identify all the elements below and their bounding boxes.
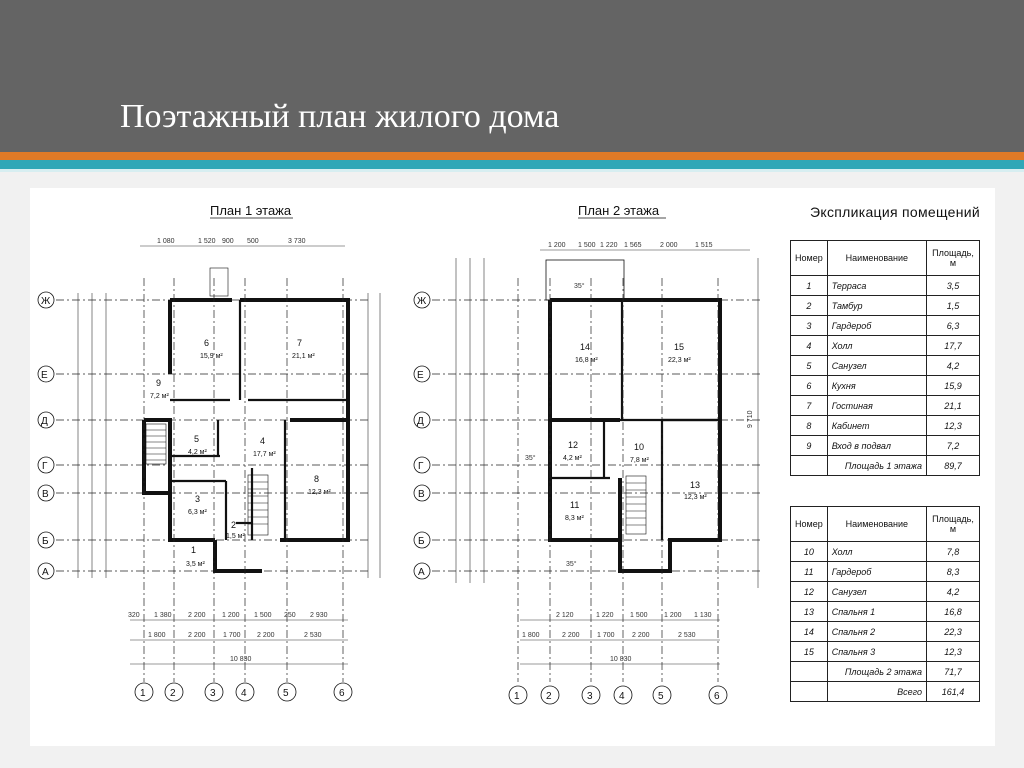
plan1-title: План 1 этажа — [210, 203, 292, 218]
dim-label: 900 — [222, 238, 234, 245]
row-number: 5 — [791, 356, 828, 376]
header-number: Номер — [791, 241, 828, 276]
dim-label: 1 200 — [222, 612, 240, 619]
room-area: 16,8 м² — [575, 357, 598, 364]
room-area: 22,3 м² — [668, 357, 691, 364]
row-name: Терраса — [827, 276, 926, 296]
plan1-col-axes — [135, 683, 352, 701]
table-row — [791, 602, 980, 622]
axis-label: В — [42, 489, 49, 500]
room-area: 8,3 м² — [565, 515, 584, 522]
axis-label: 4 — [241, 688, 247, 699]
row-area: 21,1 — [927, 396, 980, 416]
row-area: 12,3 — [927, 416, 980, 436]
room-number: 5 — [194, 434, 200, 444]
total-row — [791, 456, 980, 476]
dim-label: 250 — [284, 612, 296, 619]
header-name: Наименование — [827, 507, 926, 542]
row-area: 4,2 — [927, 582, 980, 602]
plan2-col-axes — [509, 686, 727, 704]
floor2-total-label: Площадь 2 этажа — [827, 662, 926, 682]
dim-label: 1 080 — [157, 238, 175, 245]
row-area: 1,5 — [927, 296, 980, 316]
slope-label: 35° — [525, 455, 536, 462]
room-number: 14 — [580, 342, 591, 352]
dim-label: 1 700 — [597, 632, 615, 639]
axis-label: Г — [418, 461, 424, 472]
room-number: 8 — [314, 474, 320, 484]
row-number: 3 — [791, 316, 828, 336]
row-area: 7,2 — [927, 436, 980, 456]
orange-stripe — [0, 152, 1024, 160]
dim-label: 1 500 — [578, 242, 596, 249]
room-area: 12,3 м² — [684, 494, 707, 501]
row-area: 4,2 — [927, 356, 980, 376]
floor1-total: 89,7 — [927, 456, 980, 476]
room-area: 4,2 м² — [563, 455, 582, 462]
room-number: 2 — [231, 520, 237, 530]
room-number: 3 — [195, 494, 201, 504]
dim-label: 1 700 — [223, 632, 241, 639]
dim-label: 320 — [128, 612, 140, 619]
axis-label: Б — [42, 536, 49, 547]
row-number: 6 — [791, 376, 828, 396]
table-row — [791, 436, 980, 456]
plan2-rooms — [563, 342, 707, 522]
floor-plan-drawing — [30, 188, 995, 746]
dim-label: 2 200 — [632, 632, 650, 639]
side-dim-label: 9 710 — [747, 410, 754, 428]
row-number: 14 — [791, 622, 828, 642]
row-number: 4 — [791, 336, 828, 356]
row-area: 16,8 — [927, 602, 980, 622]
row-name: Кабинет — [827, 416, 926, 436]
slide-title: Поэтажный план жилого дома — [120, 98, 560, 135]
slope-label: 35° — [566, 561, 577, 568]
row-number: 7 — [791, 396, 828, 416]
row-area: 6,3 — [927, 316, 980, 336]
row-name: Спальня 2 — [827, 622, 926, 642]
row-area: 8,3 — [927, 562, 980, 582]
table-row — [791, 582, 980, 602]
dim-label: 1 200 — [664, 612, 682, 619]
dim-label: 1 500 — [630, 612, 648, 619]
dim-label: 2 000 — [660, 242, 678, 249]
dim-label: 2 530 — [304, 632, 322, 639]
axis-label: Е — [41, 370, 48, 381]
plan2-bottom-dims — [522, 612, 712, 663]
axis-label: Б — [418, 536, 425, 547]
row-name: Кухня — [827, 376, 926, 396]
floor2-table — [790, 506, 980, 702]
row-name: Санузел — [827, 582, 926, 602]
dim-label: 1 130 — [694, 612, 712, 619]
slope-label: 35° — [574, 283, 585, 290]
row-number: 10 — [791, 542, 828, 562]
dim-label: 1 520 — [198, 238, 216, 245]
axis-label: В — [418, 489, 425, 500]
row-name: Холл — [827, 336, 926, 356]
axis-label: 2 — [546, 691, 552, 702]
dim-label: 1 380 — [154, 612, 172, 619]
room-number: 7 — [297, 338, 303, 348]
axis-label: Ж — [41, 296, 51, 307]
room-number: 4 — [260, 436, 266, 446]
axis-label: 5 — [283, 688, 289, 699]
dim-label: 1 800 — [148, 632, 166, 639]
room-number: 12 — [568, 440, 579, 450]
grand-total: 161,4 — [927, 682, 980, 702]
room-area: 12,3 м² — [308, 489, 331, 496]
axis-label: 3 — [210, 688, 216, 699]
header-area: Площадь, м — [927, 241, 980, 276]
row-number: 8 — [791, 416, 828, 436]
row-number: 9 — [791, 436, 828, 456]
dim-label: 1 565 — [624, 242, 642, 249]
header-name: Наименование — [827, 241, 926, 276]
dim-label: 2 200 — [562, 632, 580, 639]
room-number: 11 — [570, 500, 580, 510]
grand-total-label: Всего — [827, 682, 926, 702]
row-area: 15,9 — [927, 376, 980, 396]
row-area: 7,8 — [927, 542, 980, 562]
dim-label: 2 200 — [188, 632, 206, 639]
plan1-row-axes — [38, 292, 54, 579]
table-row — [791, 356, 980, 376]
room-area: 7,8 м² — [630, 457, 649, 464]
room-area: 1,5 м² — [226, 533, 245, 540]
dim-label: 3 730 — [288, 238, 306, 245]
room-number: 10 — [634, 442, 645, 452]
total-dim-label: 10 830 — [230, 656, 252, 663]
row-number: 11 — [791, 562, 828, 582]
room-area: 7,2 м² — [150, 393, 169, 400]
table-row — [791, 542, 980, 562]
plan2-row-axes — [414, 292, 430, 579]
dim-label: 1 515 — [695, 242, 713, 249]
row-area: 3,5 — [927, 276, 980, 296]
row-area: 12,3 — [927, 642, 980, 662]
room-area: 17,7 м² — [253, 451, 276, 458]
room-area: 4,2 м² — [188, 449, 207, 456]
dim-label: 500 — [247, 238, 259, 245]
dim-label: 1 500 — [254, 612, 272, 619]
table-row — [791, 296, 980, 316]
table-row — [791, 316, 980, 336]
axis-label: Ж — [417, 296, 427, 307]
room-number: 9 — [156, 378, 162, 388]
axis-label: 3 — [587, 691, 593, 702]
axis-label: 5 — [658, 691, 664, 702]
axis-label: Д — [41, 416, 48, 427]
plan1-top-dims — [157, 238, 306, 245]
row-name: Тамбур — [827, 296, 926, 316]
dim-label: 1 800 — [522, 632, 540, 639]
axis-label: 6 — [714, 691, 720, 702]
axis-label: А — [42, 567, 49, 578]
row-number: 1 — [791, 276, 828, 296]
row-name: Санузел — [827, 356, 926, 376]
floor1-total-label: Площадь 1 этажа — [827, 456, 926, 476]
table-row — [791, 396, 980, 416]
row-number: 2 — [791, 296, 828, 316]
room-area: 15,9 м² — [200, 353, 223, 360]
table-row — [791, 276, 980, 296]
light-stripe — [0, 169, 1024, 172]
axis-label: Г — [42, 461, 48, 472]
explication-title: Экспликация помещений — [810, 204, 981, 220]
row-name: Спальня 1 — [827, 602, 926, 622]
axis-label: 1 — [514, 691, 520, 702]
dim-label: 1 220 — [596, 612, 614, 619]
dim-label: 2 200 — [188, 612, 206, 619]
dim-label: 2 530 — [678, 632, 696, 639]
axis-label: 2 — [170, 688, 176, 699]
table-row — [791, 416, 980, 436]
header-number: Номер — [791, 507, 828, 542]
room-number: 13 — [690, 480, 701, 490]
room-number: 1 — [191, 545, 197, 555]
table-row — [791, 336, 980, 356]
row-name: Гардероб — [827, 316, 926, 336]
dim-label: 2 120 — [556, 612, 574, 619]
row-area: 17,7 — [927, 336, 980, 356]
axis-label: Д — [417, 416, 424, 427]
row-name: Холл — [827, 542, 926, 562]
table-row — [791, 642, 980, 662]
dim-label: 2 200 — [257, 632, 275, 639]
axis-label: 1 — [140, 688, 146, 699]
blue-stripe — [0, 160, 1024, 169]
row-name: Вход в подвал — [827, 436, 926, 456]
plan2-top-dims — [548, 242, 713, 249]
table-row — [791, 376, 980, 396]
row-number: 15 — [791, 642, 828, 662]
plan2-slopes — [525, 282, 585, 568]
floor1-table — [790, 240, 980, 476]
room-area: 3,5 м² — [186, 561, 205, 568]
total-dim-label: 10 830 — [610, 656, 632, 663]
room-number: 15 — [674, 342, 685, 352]
row-number: 12 — [791, 582, 828, 602]
plan1-bottom-dims — [128, 612, 328, 663]
dim-label: 1 220 — [600, 242, 618, 249]
table-row — [791, 622, 980, 642]
axis-label: 4 — [619, 691, 625, 702]
header-area: Площадь, м — [927, 507, 980, 542]
row-area: 22,3 — [927, 622, 980, 642]
dim-label: 1 200 — [548, 242, 566, 249]
room-number: 6 — [204, 338, 210, 348]
floor2-total: 71,7 — [927, 662, 980, 682]
room-area: 21,1 м² — [292, 353, 315, 360]
row-name: Гостиная — [827, 396, 926, 416]
dim-label: 2 930 — [310, 612, 328, 619]
row-name: Спальня 3 — [827, 642, 926, 662]
grand-total-row — [791, 682, 980, 702]
table-row — [791, 562, 980, 582]
row-number: 13 — [791, 602, 828, 622]
total-row — [791, 662, 980, 682]
row-name: Гардероб — [827, 562, 926, 582]
plan2-title: План 2 этажа — [578, 203, 660, 218]
axis-label: 6 — [339, 688, 345, 699]
room-area: 6,3 м² — [188, 509, 207, 516]
axis-label: А — [418, 567, 425, 578]
axis-label: Е — [417, 370, 424, 381]
